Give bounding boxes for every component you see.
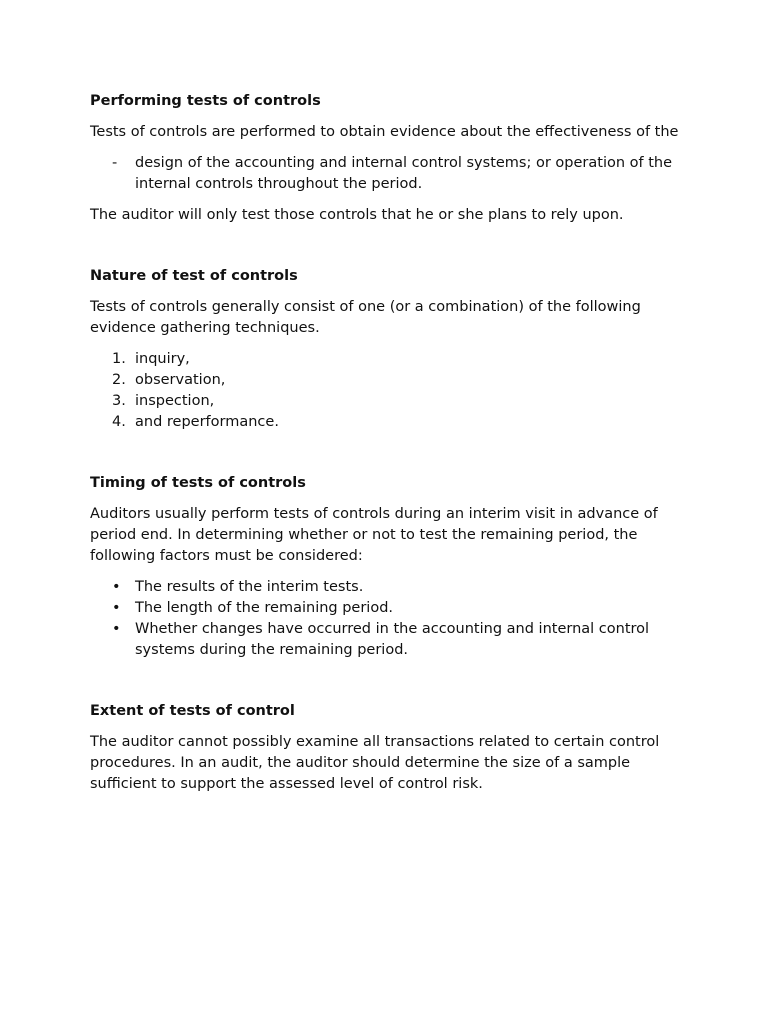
section-extent-of-tests [90, 701, 680, 795]
list-item [90, 153, 680, 195]
document-page [90, 91, 680, 805]
section-heading: Extent of tests of control [90, 703, 295, 719]
section-timing-of-tests [90, 473, 680, 661]
list-item [90, 412, 680, 433]
bullet-marker: • [112, 621, 121, 637]
section-intro: Tests of controls generally consist of one (or a combination) of the following evidence gathering techniques. [90, 299, 641, 336]
bullet-marker: • [112, 579, 121, 595]
section-heading: Nature of test of controls [90, 268, 298, 284]
list-item [90, 598, 680, 619]
list-item-text: inspection, [135, 393, 215, 409]
list-item [90, 577, 680, 598]
bullet-list [90, 577, 680, 661]
list-item-text: design of the accounting and internal control systems; or operation of the internal controls throughout the period. [135, 155, 673, 192]
section-intro: Tests of controls are performed to obtain evidence about the effectiveness of the [90, 124, 679, 140]
list-item [90, 391, 680, 412]
section-heading: Performing tests of controls [90, 93, 321, 109]
section-closing: The auditor will only test those controls that he or she plans to rely upon. [90, 207, 624, 223]
list-item-text: observation, [135, 372, 226, 388]
list-item [90, 619, 680, 661]
dash-marker: - [112, 155, 118, 171]
section-performing-tests [90, 91, 680, 226]
list-item-text: inquiry, [135, 351, 190, 367]
list-item [90, 370, 680, 391]
list-item [90, 349, 680, 370]
list-item-text: The results of the interim tests. [135, 579, 364, 595]
bullet-marker: • [112, 600, 121, 616]
list-item-text: Whether changes have occurred in the accounting and internal control systems during the remaining period. [135, 621, 650, 658]
list-item-text: and reperformance. [135, 414, 279, 430]
section-heading: Timing of tests of controls [90, 475, 306, 491]
number-marker: 1. [112, 351, 126, 367]
list-item-text: The length of the remaining period. [135, 600, 394, 616]
dash-list [90, 153, 680, 195]
section-intro: The auditor cannot possibly examine all transactions related to certain control procedures. In an audit, the auditor should determine the size of a sample sufficient to support the assessed level of control risk. [90, 734, 660, 792]
number-marker: 2. [112, 372, 126, 388]
number-marker: 4. [112, 414, 126, 430]
number-marker: 3. [112, 393, 126, 409]
numbered-list [90, 349, 680, 433]
section-nature-of-tests [90, 266, 680, 433]
section-intro: Auditors usually perform tests of controls during an interim visit in advance of period end. In determining whether or not to test the remaining period, the following factors must be considered: [90, 506, 658, 564]
